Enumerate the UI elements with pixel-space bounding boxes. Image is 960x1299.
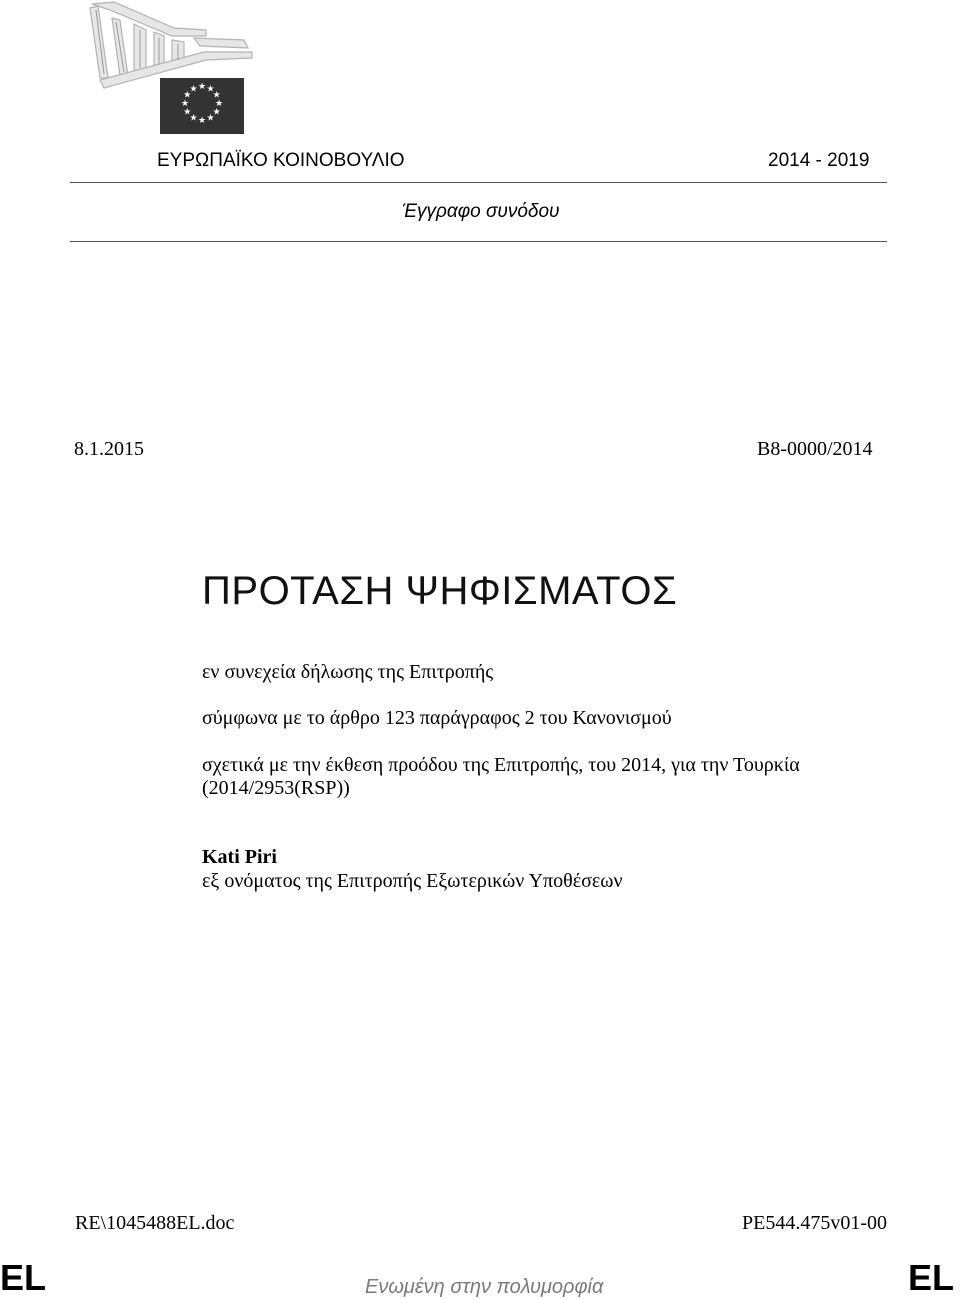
svg-text:★: ★ bbox=[183, 90, 192, 101]
header-rule-top bbox=[70, 182, 887, 183]
svg-text:★: ★ bbox=[189, 113, 198, 124]
svg-text:★: ★ bbox=[206, 113, 215, 124]
author-name: Kati Piri bbox=[202, 846, 277, 868]
svg-text:★: ★ bbox=[212, 90, 221, 101]
svg-text:★: ★ bbox=[180, 99, 190, 109]
procedure-basis: εν συνεχεία δήλωσης της Επιτροπής bbox=[202, 661, 494, 683]
parliamentary-term: 2014 - 2019 bbox=[768, 150, 870, 171]
rule-reference: σύμφωνα με το άρθρο 123 παράγραφος 2 του Κανονισμού bbox=[202, 707, 672, 729]
header-rule-bottom bbox=[70, 241, 887, 242]
svg-text:★: ★ bbox=[189, 84, 198, 95]
file-reference: RE\1045488EL.doc bbox=[75, 1212, 235, 1234]
author-committee: εξ ονόματος της Επιτροπής Εξωτερικών Υποθέσεων bbox=[202, 870, 623, 892]
svg-text:★: ★ bbox=[214, 99, 224, 109]
institution-name: ΕΥΡΩΠΑΪΚΟ ΚΟΙΝΟΒΟΥΛΙΟ bbox=[157, 150, 405, 171]
eu-motto: Ενωμένη στην πολυμορφία bbox=[365, 1276, 604, 1298]
european-parliament-logo-icon bbox=[84, 0, 334, 140]
document-number: B8-0000/2014 bbox=[757, 438, 873, 460]
svg-text:★: ★ bbox=[197, 82, 207, 92]
svg-text:★: ★ bbox=[197, 116, 207, 126]
svg-text:★: ★ bbox=[183, 107, 192, 118]
svg-text:★: ★ bbox=[206, 84, 215, 95]
procedure-code: (2014/2953(RSP)) bbox=[202, 777, 350, 799]
language-code-left: EL bbox=[0, 1257, 47, 1298]
document-category: Έγγραφο συνόδου bbox=[402, 201, 560, 222]
pe-reference: PE544.475v01-00 bbox=[742, 1212, 887, 1234]
svg-text:★: ★ bbox=[212, 107, 221, 118]
page-title: ΠΡΟΤΑΣΗ ΨΗΦΙΣΜΑΤΟΣ bbox=[202, 569, 678, 613]
subject-line: σχετικά με την έκθεση προόδου της Επιτροπής, του 2014, για την Τουρκία bbox=[202, 754, 800, 776]
language-code-right: EL bbox=[907, 1257, 954, 1298]
document-date: 8.1.2015 bbox=[74, 438, 144, 460]
